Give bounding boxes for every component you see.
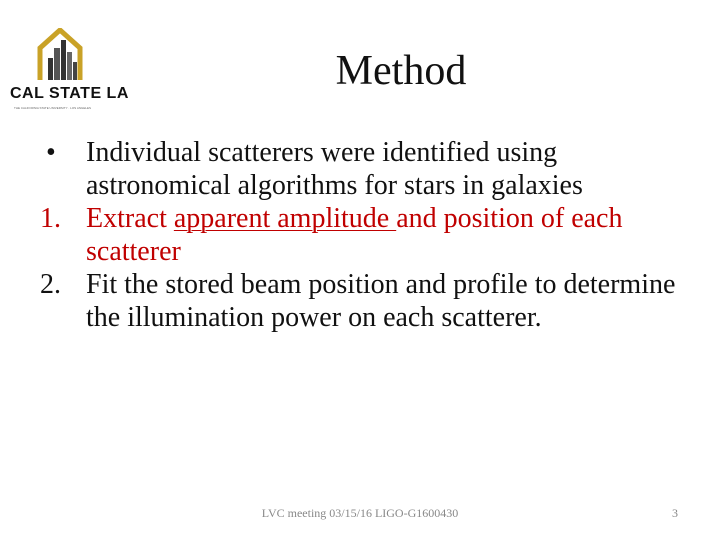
step-2: [40, 268, 690, 334]
step-1-text-post: and position of each scatterer: [86, 203, 623, 267]
logo-subtext: THE CALIFORNIA STATE UNIVERSITY · LOS ANGELES: [14, 106, 92, 110]
footer-text: LVC meeting 03/15/16 LIGO-G1600430: [261, 506, 459, 520]
step-1: [40, 202, 690, 268]
page-number: 3: [672, 506, 678, 520]
slide-title: Method: [335, 48, 467, 94]
logo-text: CAL STATE LA: [10, 85, 129, 102]
bullet-marker: •: [46, 137, 56, 168]
step-1-underlined-text: apparent amplitude: [173, 203, 397, 234]
step-2-marker: 2.: [40, 269, 61, 300]
slide-body: [40, 136, 690, 334]
step-1-text-pre: Extract: [86, 203, 174, 234]
step-1-marker: 1.: [40, 203, 61, 234]
bullet-item: [40, 136, 690, 202]
bullet-text: Individual scatterers were identified using astronomical algorithms for stars in galaxies: [86, 137, 583, 201]
step-2-text: Fit the stored beam position and profile to determine the illumination power on each scatterer.: [86, 269, 676, 333]
